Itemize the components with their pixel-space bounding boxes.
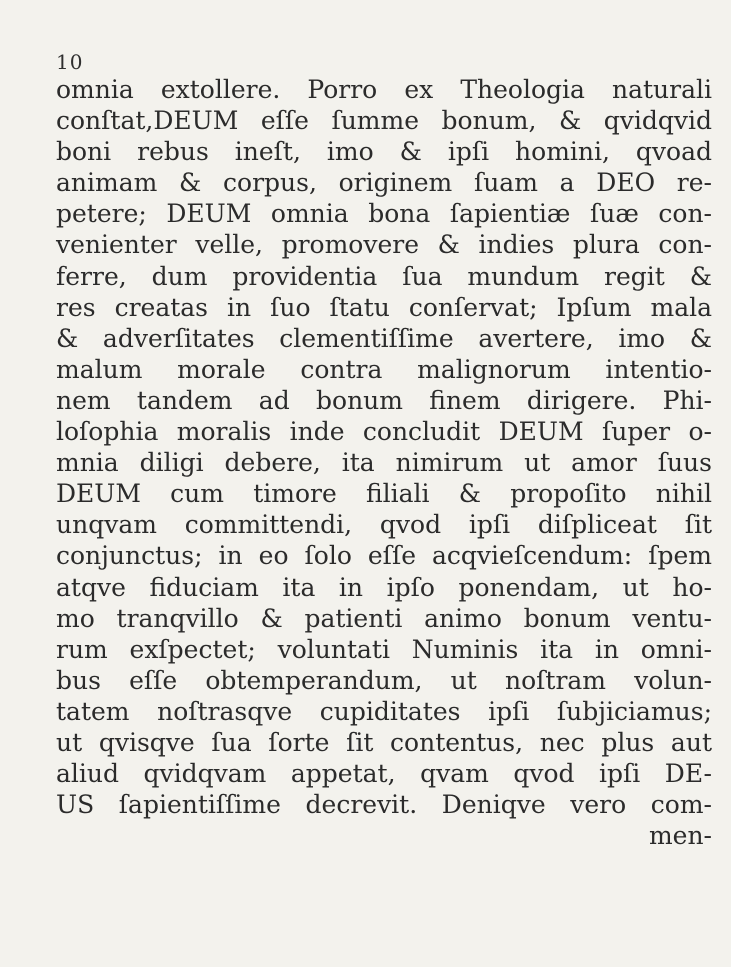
text-line: conſtat,DEUM eſſe ſumme bonum, & qvidqvid	[56, 106, 712, 136]
text-line: rum exſpectet; voluntati Numinis ita in omni-	[56, 634, 712, 664]
text-line: petere; DEUM omnia bona ſapientiæ ſuæ con-	[56, 199, 712, 229]
catchword: men-	[648, 821, 712, 851]
text-line: atqve fiduciam ita in ipſo ponendam, ut ho-	[56, 572, 712, 602]
text-line: animam & corpus, originem ſuam a DEO re-	[56, 168, 712, 198]
text-line: omnia extollere. Porro ex Theologia naturali	[56, 75, 712, 104]
text-line: res creatas in ſuo ſtatu conſervat; Ipſum mala	[56, 292, 712, 322]
text-line: mnia diligi debere, ita nimirum ut amor ſuus	[56, 448, 712, 478]
text-line: conjunctus; in eo ſolo eſſe acqvieſcendum: ſpem	[56, 541, 712, 571]
text-line: mo tranqvillo & patienti animo bonum ventu-	[56, 603, 712, 633]
text-line: & adverſitates clementiſſime avertere, imo &	[56, 323, 712, 353]
text-line: DEUM cum timore filiali & propoſito nihil	[56, 479, 712, 509]
text-line: tatem noſtrasqve cupiditates ipſi ſubjiciamus;	[56, 696, 712, 726]
body-text	[56, 74, 712, 851]
text-line: nem tandem ad bonum finem dirigere. Phi-	[56, 385, 712, 415]
text-line: unqvam committendi, qvod ipſi diſpliceat ſit	[56, 510, 712, 540]
page-number: 10	[56, 50, 84, 74]
text-line: bus eſſe obtemperandum, ut noſtram volun-	[56, 665, 712, 695]
text-line: ferre, dum providentia ſua mundum regit &	[56, 261, 712, 291]
text-line: boni rebus ineſt, imo & ipſi homini, qvoad	[56, 137, 712, 167]
text-line: aliud qvidqvam appetat, qvam qvod ipſi DE-	[56, 759, 712, 789]
text-line: ut qvisqve ſua ſorte ſit contentus, nec plus aut	[56, 727, 712, 757]
text-line: malum morale contra malignorum intentio-	[56, 354, 712, 384]
text-line: loſophia moralis inde concludit DEUM ſuper o-	[56, 417, 712, 447]
text-line: venienter velle, promovere & indies plura con-	[56, 230, 712, 260]
text-line: US ſapientiſſime decrevit. Deniqve vero com-	[56, 790, 712, 820]
